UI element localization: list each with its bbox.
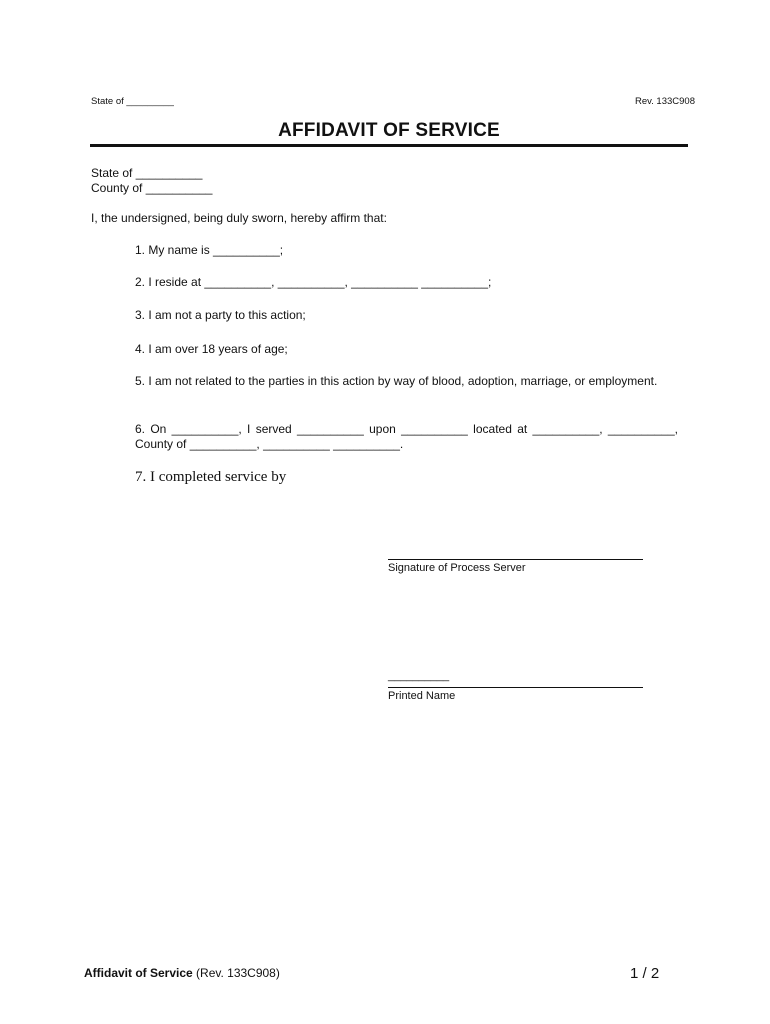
footer-doc-title: Affidavit of Service bbox=[84, 966, 193, 980]
affirmation-item-6: 6. On __________, I served __________ upon __________ located at __________, __________, County of __________, __________ __________. bbox=[135, 422, 678, 451]
county-line: County of __________ bbox=[91, 181, 213, 195]
affirmation-item-5: 5. I am not related to the parties in this action by way of blood, adoption, marriage, or employment. bbox=[135, 374, 658, 388]
state-line: State of __________ bbox=[91, 166, 203, 180]
affirmation-item-4: 4. I am over 18 years of age; bbox=[135, 342, 288, 356]
page-number: 1 / 2 bbox=[630, 965, 660, 982]
signature-line bbox=[388, 559, 643, 560]
affirmation-item-7: 7. I completed service by bbox=[135, 469, 287, 485]
footer-document-name bbox=[84, 966, 280, 980]
affirmation-item-1: 1. My name is __________; bbox=[135, 243, 284, 257]
document-title: AFFIDAVIT OF SERVICE bbox=[278, 120, 500, 141]
signature-label: Signature of Process Server bbox=[388, 562, 526, 574]
printed-name-value: __________ bbox=[388, 670, 450, 682]
intro-statement: I, the undersigned, being duly sworn, hereby affirm that: bbox=[91, 211, 387, 225]
printed-name-label: Printed Name bbox=[388, 690, 456, 702]
affirmation-item-2: 2. I reside at __________, __________, __________ __________; bbox=[135, 275, 492, 289]
header-revision: Rev. 133C908 bbox=[634, 96, 695, 107]
printed-name-line bbox=[388, 687, 643, 688]
title-underline bbox=[90, 144, 688, 147]
footer-revision: (Rev. 133C908) bbox=[192, 966, 280, 980]
header-state-label: State of _________ bbox=[91, 96, 174, 107]
affirmation-item-3: 3. I am not a party to this action; bbox=[135, 308, 306, 322]
